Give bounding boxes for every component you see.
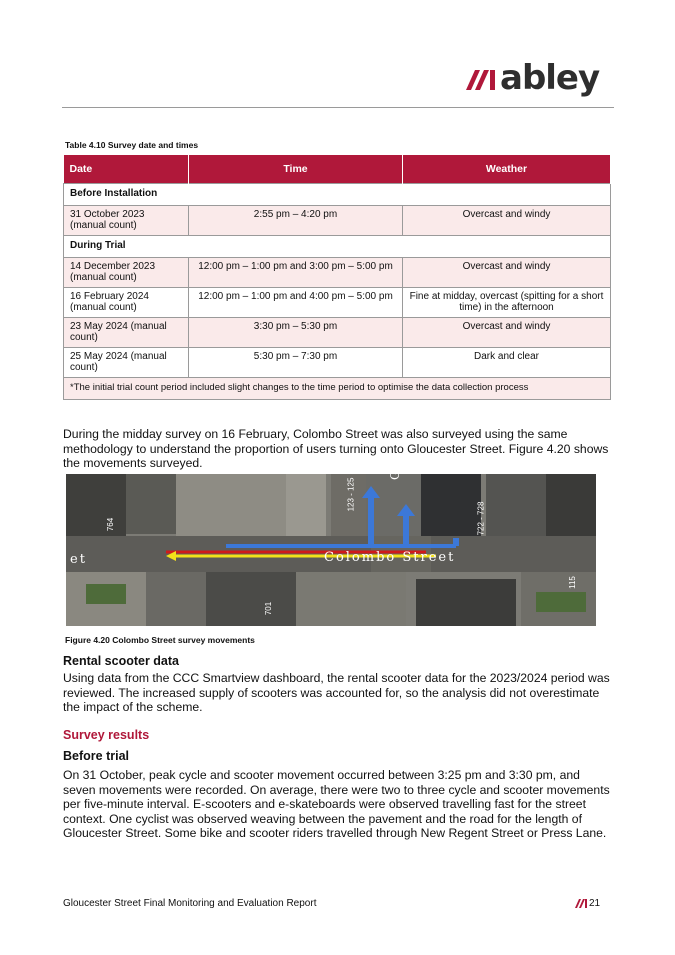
section-row: [64, 183, 611, 205]
cell-time: 3:30 pm – 5:30 pm: [189, 317, 403, 347]
header-weather: Weather: [403, 155, 611, 183]
section-title: During Trial: [64, 235, 611, 257]
building-label: 764: [106, 517, 116, 532]
section-title: Before Installation: [64, 183, 611, 205]
results-paragraph: On 31 October, peak cycle and scooter movement occurred between 3:25 pm and 3:30 pm, and seven movements were recorded. On average, there were two to three cycle and scooter movements per five-minute interval. E-scooters and e-skateboards were observed travelling fast for the street context. One cyclist was observed weaving between the pavement and the road for the length of Gloucester Street. Some bike and scooter riders travelled through New Regent Street or Press Lane.: [63, 768, 610, 841]
survey-table: [63, 155, 611, 400]
abley-logo-mark-icon: [466, 70, 496, 90]
section-row: [64, 235, 611, 257]
cell-date: 31 October 2023 (manual count): [64, 205, 189, 235]
cell-weather: Fine at midday, overcast (spitting for a short time) in the afternoon: [403, 287, 611, 317]
table-caption: Table 4.10 Survey date and times: [65, 140, 199, 150]
cell-time: 5:30 pm – 7:30 pm: [189, 347, 403, 377]
footer-title: Gloucester Street Final Monitoring and Evaluation Report: [63, 898, 317, 909]
table-row: [64, 317, 611, 347]
midday-survey-paragraph: During the midday survey on 16 February, Colombo Street was also surveyed using the same methodology to understand the proportion of users turning onto Gloucester Street. Figure 4.20 shows the movements surveyed.: [63, 427, 609, 471]
header-divider: [62, 107, 614, 108]
building-label: 123 - 125: [346, 477, 356, 512]
cell-date: 23 May 2024 (manual count): [64, 317, 189, 347]
table-header-row: [64, 155, 611, 183]
abley-logo: [466, 60, 611, 98]
figure-caption: Figure 4.20 Colombo Street survey movements: [65, 635, 255, 645]
cell-time: 12:00 pm – 1:00 pm and 4:00 pm – 5:00 pm: [189, 287, 403, 317]
table-note: *The initial trial count period included slight changes to the time period to optimise the data collection process: [64, 377, 611, 399]
scooter-heading: Rental scooter data: [63, 654, 180, 668]
abley-footer-mark-icon: [575, 899, 587, 908]
cell-date: 16 February 2024 (manual count): [64, 287, 189, 317]
table-row: [64, 205, 611, 235]
street-label-top: Glo: [388, 459, 402, 480]
cell-weather: Overcast and windy: [403, 205, 611, 235]
cell-weather: Overcast and windy: [403, 257, 611, 287]
page-number: 21: [589, 898, 601, 909]
before-trial-heading: Before trial: [63, 749, 129, 763]
header-date: Date: [64, 155, 189, 183]
street-label-left: et: [70, 552, 87, 567]
table-row: [64, 257, 611, 287]
survey-results-heading: Survey results: [63, 728, 150, 742]
aerial-map-figure: [66, 459, 596, 626]
cell-weather: Dark and clear: [403, 347, 611, 377]
table-note-row: [64, 377, 611, 399]
table-row: [64, 347, 611, 377]
header-time: Time: [189, 155, 403, 183]
cell-date: 25 May 2024 (manual count): [64, 347, 189, 377]
table-row: [64, 287, 611, 317]
cell-time: 2:55 pm – 4:20 pm: [189, 205, 403, 235]
building-label: 115: [567, 576, 577, 589]
logo-text: abley: [500, 58, 600, 98]
building-label: 701: [264, 601, 274, 616]
cell-date: 14 December 2023 (manual count): [64, 257, 189, 287]
building-label: 722 - 728: [476, 501, 486, 536]
cell-time: 12:00 pm – 1:00 pm and 3:00 pm – 5:00 pm: [189, 257, 403, 287]
street-label-colombo: Colombo Street: [324, 550, 456, 565]
scooter-paragraph: Using data from the CCC Smartview dashboard, the rental scooter data for the 2023/2024 period was reviewed. The increased supply of scooters was accounted for, so the analysis did not overestimate the impact of the scheme.: [63, 671, 610, 715]
cell-weather: Overcast and windy: [403, 317, 611, 347]
